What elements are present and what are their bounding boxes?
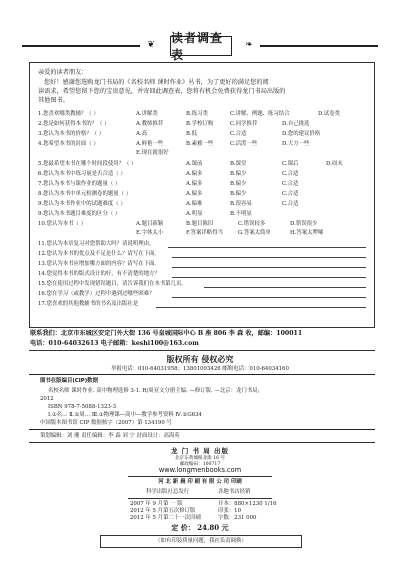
publisher-address: 北京东黄城根北街 16 号 xyxy=(174,456,226,461)
option[interactable]: B.偏少 xyxy=(230,191,247,197)
copyright-heading: 版权所有 侵权必究 xyxy=(166,355,234,364)
website-link[interactable]: www.longmenbooks.com xyxy=(158,466,242,474)
retailer: 各地书店经销 xyxy=(218,489,251,495)
option[interactable]: A.鲜艳一些 xyxy=(136,141,164,147)
printer: 河 北 新 晨 印 刷 有 限 公 司 印刷 xyxy=(158,479,242,485)
option[interactable]: B.练习类 xyxy=(186,111,208,117)
question-label: 5.您最希望本书在哪个时间段使用？（ ） xyxy=(38,161,137,167)
survey-title-banner xyxy=(22,31,378,62)
option[interactable]: C.错误较多 xyxy=(238,221,266,227)
divider xyxy=(29,429,375,430)
open-question: 14.您觉得本书的版式设计的好，有不清楚的地方？ xyxy=(38,271,160,277)
question-label: 6.您认为本书中练习量是否合适（ ） xyxy=(38,171,126,177)
question-label: 4.您希望本书的封面（ ） xyxy=(38,141,99,147)
cip-line: Ⅰ.①名… Ⅱ.①周… Ⅲ.①物理课—高中—教学参考资料 Ⅳ.①G634 xyxy=(48,412,202,418)
format-line: 开本：880×1230 1/16 xyxy=(218,501,277,507)
open-question: 13.您认为本书应增加哪方面的内容？请写在下面。 xyxy=(38,261,160,267)
price: 定 价： 24.80 元 xyxy=(171,523,229,532)
option[interactable]: D.试卷类 xyxy=(318,111,341,117)
option[interactable]: C.课后 xyxy=(282,161,299,167)
divider xyxy=(128,498,272,499)
option[interactable]: A.明显 xyxy=(186,211,203,217)
divider xyxy=(260,45,378,47)
edition-line: 2012 年 5 月第五次修订版 xyxy=(130,508,196,514)
question-label: 9.您认为本书题目难度的区分（ ） xyxy=(38,211,121,217)
option[interactable]: B.低 xyxy=(186,131,198,137)
option[interactable]: A.偏难 xyxy=(186,201,203,207)
question-label: 3.您认为本书的价格？（ ） xyxy=(38,131,105,137)
option[interactable]: B.很容易 xyxy=(230,201,252,207)
option[interactable]: A.高 xyxy=(136,131,147,137)
option[interactable]: B.素雅一些 xyxy=(186,141,214,147)
question-label: 10.您认为本书（ ） xyxy=(38,221,87,227)
format-line: 字数：231 000 xyxy=(218,515,257,521)
option[interactable]: B.偏少 xyxy=(230,181,247,187)
option[interactable]: C.合适 xyxy=(282,201,299,207)
open-question: 11.您认为本章复习对您帮助大吗？请说明理由。 xyxy=(38,241,155,247)
option[interactable]: A.偏多 xyxy=(186,171,203,177)
question-label: 9.您认为本书作业中的试题难度（ ） xyxy=(38,201,126,207)
editors-credits: 策划编辑：刘 珊 责任编辑：李 森 刘 宁 封面设计：高海英 xyxy=(40,433,180,439)
open-question: 16.您在学习（或教学）过程中遇到过哪些困难？ xyxy=(38,291,155,297)
edition-line: 2012 年 5 月第二十一次印刷 xyxy=(130,515,201,521)
answer-line[interactable] xyxy=(168,247,366,248)
contact-address: 联系我们：北京市东城区安定门外大街 136 号皇城国际中心 B 座 806 李 森 收，邮编：100011 xyxy=(30,330,303,337)
option[interactable]: C.合适 xyxy=(282,171,299,177)
answer-line[interactable] xyxy=(172,277,366,278)
greeting: 亲爱的读者朋友： xyxy=(38,69,88,76)
intro-line: 其他图书。 xyxy=(38,97,69,104)
survey-title: 读者调查表 xyxy=(170,36,232,56)
divider xyxy=(128,476,272,477)
divider xyxy=(29,374,375,375)
option[interactable]: A.偏多 xyxy=(186,181,203,187)
ornament-left-icon: ❦ xyxy=(147,40,155,50)
cip-isbn: ISBN 978-7-5088-1323-3 xyxy=(48,404,117,410)
question-label: 1.您喜欢哪类教辅？（ ） xyxy=(38,111,99,117)
option[interactable]: A.题目新颖 xyxy=(136,221,164,227)
option[interactable]: B.不明显 xyxy=(230,211,252,217)
cip-heading: 图书在版编目(CIP)数据 xyxy=(40,378,98,384)
cip-line: 2012 xyxy=(40,396,54,402)
option[interactable]: A.偏多 xyxy=(186,191,203,197)
option[interactable]: C.活泼一些 xyxy=(230,141,258,147)
option[interactable]: D.周末 xyxy=(326,161,343,167)
intro-line: 您好！感谢您选购龙门书局的《名校名师 课时作业》丛书，为了更好的满足您的阅 xyxy=(44,79,269,86)
answer-line[interactable] xyxy=(172,267,366,268)
option[interactable]: C.合适 xyxy=(230,131,247,137)
cip-line: 中国版本图书馆 CIP 数据核字（2007）第 134190 号 xyxy=(40,420,172,426)
intro-line: 读需求，希望您留下您的宝贵意见，并寄回此调查表，您将有机会免费获得龙门书局出版的 xyxy=(38,88,286,95)
option[interactable]: D.自己挑选 xyxy=(282,121,310,127)
question-label: 8.您认为本书中单元检测卷的题量（ ） xyxy=(38,191,132,197)
question-label: 2.您是如何获得本书的？（ ） xyxy=(38,121,110,127)
option[interactable]: A.教师推荐 xyxy=(136,121,164,127)
open-question: 12.您认为本书的优点及不足是什么？请写在下面。 xyxy=(38,251,160,257)
answer-line[interactable] xyxy=(172,297,366,298)
divider xyxy=(22,45,140,47)
option[interactable]: A.讲解类 xyxy=(136,111,158,117)
cip-line: 名校名师 课时作业. 高中物理选修 3-1. R/周亚文分册主编. —修订版. —北京：龙门书局， xyxy=(48,388,263,394)
divider xyxy=(29,350,375,351)
report-phone: 举报电话：010-64031958；13801093426 邮购电话：010-64034160 xyxy=(111,366,289,372)
option[interactable]: E.字体太小 xyxy=(136,230,164,236)
open-question: 17.您喜欢的其他教辅书的书名及出版社是 xyxy=(38,301,139,307)
option[interactable]: D.错误很少 xyxy=(290,221,318,227)
quality-notice: （如有印装质量问题，我社负责调换） xyxy=(155,538,247,544)
option[interactable]: A.课前 xyxy=(186,161,203,167)
publisher-name: 龙 门 书 局 出版 xyxy=(170,447,230,455)
option[interactable]: C.合适 xyxy=(282,191,299,197)
option[interactable]: G.答案太简单 xyxy=(238,230,271,236)
answer-line[interactable] xyxy=(172,257,366,258)
format-line: 印张：10 xyxy=(218,508,242,514)
postcode: 邮政编码：100717 xyxy=(179,462,221,467)
open-question: 15.您在使用过程中发现错误题目，请告诉我们在本书第几页。 xyxy=(38,281,187,287)
option[interactable]: B.学校订购 xyxy=(186,121,214,127)
distributor: 科学出版社总发行 xyxy=(146,489,190,495)
option[interactable]: C.合适 xyxy=(282,181,299,187)
option[interactable]: C.讲解、例题、练习结合 xyxy=(230,111,290,117)
option[interactable]: D.您的建议价格 xyxy=(282,131,321,137)
option[interactable]: C.同学推荐 xyxy=(230,121,258,127)
option[interactable]: B.偏少 xyxy=(230,171,247,177)
edition-line: 2007 年 9 月第 一 版 xyxy=(130,501,183,507)
option[interactable]: B.课堂 xyxy=(230,161,247,167)
option[interactable]: E.现在就很好 xyxy=(136,150,169,156)
option[interactable]: H.答案太啰嗦 xyxy=(290,230,324,236)
divider xyxy=(29,442,375,443)
option[interactable]: F.答案详略得当 xyxy=(186,230,223,236)
option[interactable]: D.大方一些 xyxy=(282,141,310,147)
answer-line[interactable] xyxy=(156,307,366,308)
contact-phone-email: 电话：010-64032613 电子邮箱：keshi100@163.com xyxy=(30,340,199,347)
quality-notice-box xyxy=(100,535,302,548)
ornament-right-icon: ❧ xyxy=(245,40,253,50)
option[interactable]: B.题目陈旧 xyxy=(186,221,214,227)
answer-line[interactable] xyxy=(204,287,366,288)
question-label: 7.您认为本书与课作业的题量（ ） xyxy=(38,181,121,187)
